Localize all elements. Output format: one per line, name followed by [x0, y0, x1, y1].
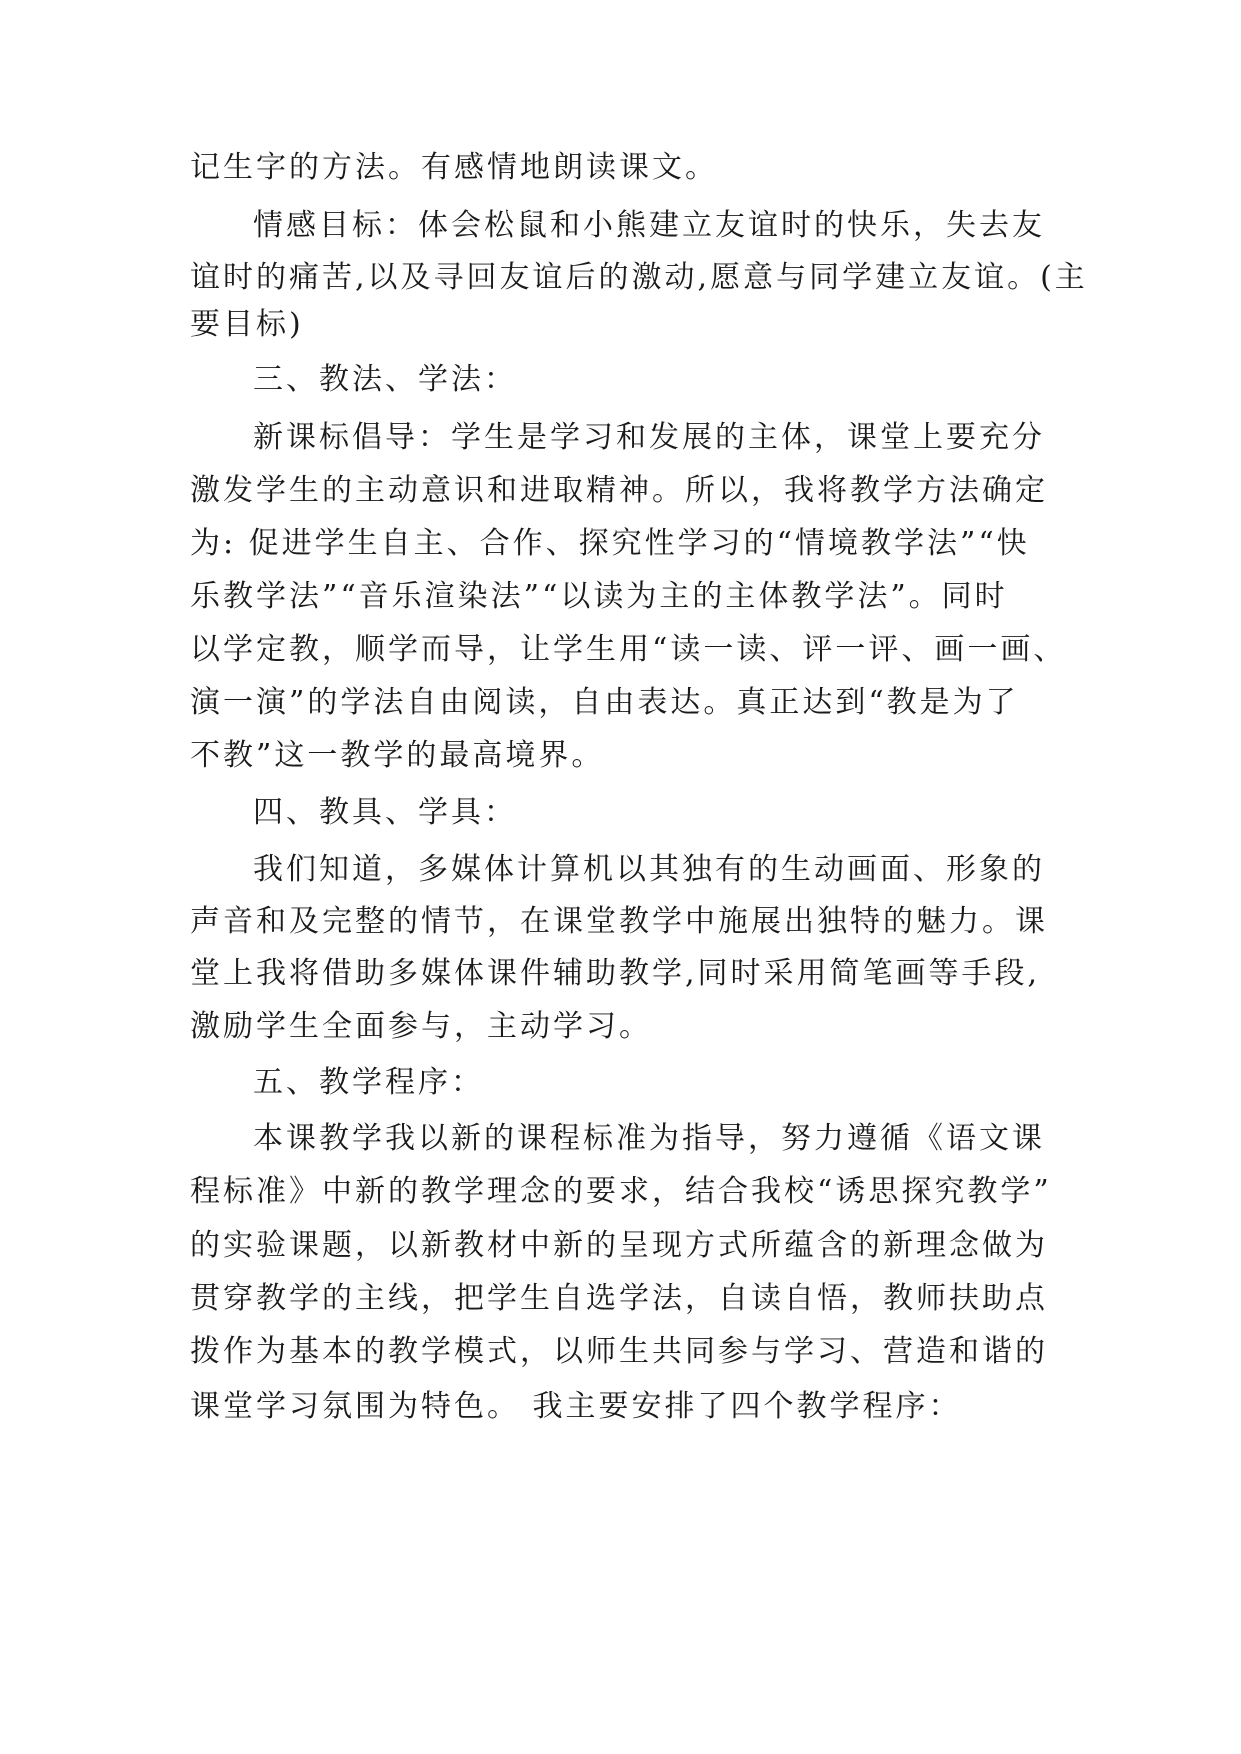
text-line: 课堂学习氛围为特色。 我主要安排了四个教学程序：	[190, 1389, 962, 1424]
text-line: 演一演”的学法自由阅读，自由表达。真正达到“教是为了	[190, 685, 1019, 720]
text-line: 以学定教，顺学而导，让学生用“读一读、评一评、画一画、	[190, 632, 1067, 667]
section-heading-methods: 三、教法、学法：	[253, 362, 517, 397]
paragraph-methods: 新课标倡导：学生是学习和发展的主体，课堂上要充分	[253, 420, 1045, 455]
section-heading-procedure: 五、教学程序：	[253, 1065, 484, 1100]
paragraph-emotion-goal: 情感目标：体会松鼠和小熊建立友谊时的快乐，失去友	[253, 208, 1045, 243]
text-line: 堂上我将借助多媒体课件辅助教学,同时采用简笔画等手段,	[190, 956, 1041, 991]
text-line: 为: 促进学生自主、合作、探究性学习的“情境教学法”“快	[190, 526, 1030, 561]
section-heading-tools: 四、教具、学具：	[253, 795, 517, 830]
text-line: 声音和及完整的情节，在课堂教学中施展出独特的魅力。课	[190, 904, 1048, 939]
paragraph-procedure: 本课教学我以新的课程标准为指导，努力遵循《语文课	[253, 1121, 1045, 1156]
text-line: 拨作为基本的教学模式，以师生共同参与学习、营造和谐的	[190, 1334, 1048, 1369]
text-line: 记生字的方法。有感情地朗读课文。	[190, 150, 718, 185]
text-line: 激励学生全面参与，主动学习。	[190, 1009, 652, 1044]
text-line: 程标准》中新的教学理念的要求，结合我校“诱思探究教学”	[190, 1174, 1052, 1209]
text-line: 贯穿教学的主线，把学生自选学法，自读自悟，教师扶助点	[190, 1281, 1048, 1316]
text-line: 乐教学法”“音乐渲染法”“以读为主的主体教学法”。同时	[190, 579, 1008, 614]
paragraph-tools: 我们知道，多媒体计算机以其独有的生动画面、形象的	[253, 852, 1045, 887]
text-line: 不教”这一教学的最高境界。	[190, 738, 605, 773]
text-line: 要目标)	[190, 307, 304, 342]
text-line: 激发学生的主动意识和进取精神。所以，我将教学方法确定	[190, 473, 1048, 508]
text-line: 谊时的痛苦,以及寻回友谊后的激动,愿意与同学建立友谊。(主	[190, 260, 1088, 295]
text-line: 的实验课题，以新教材中新的呈现方式所蕴含的新理念做为	[190, 1228, 1048, 1263]
